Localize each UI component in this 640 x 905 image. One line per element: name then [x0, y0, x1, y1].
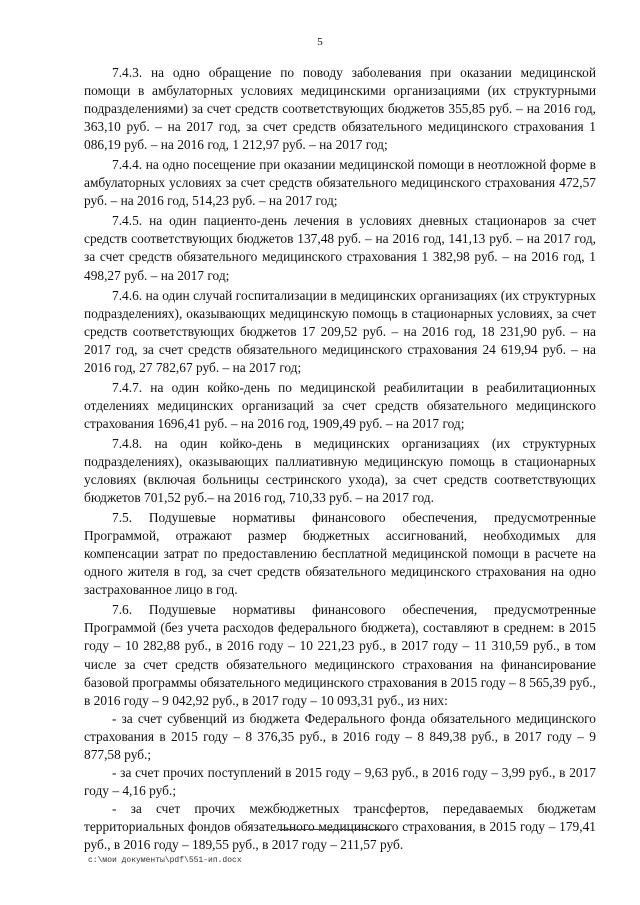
page-number: 5: [317, 36, 323, 48]
footer-file-path: c:\мои документы\pdf\551-ип.docx: [88, 856, 242, 865]
list-item-other-receipts: - за счет прочих поступлений в 2015 году – 9,63 руб., в 2016 году – 3,99 руб., в 2017 году – 4,16 руб.;: [84, 764, 596, 798]
paragraph-7-4-5: 7.4.5. на один пациенто-день лечения в условиях дневных стационаров за счет средств соответствующих бюджетов 137,48 руб. – на 2016 год, 141,13 руб. – на 2017 год, за счет средств обязательного медицинского страхования 1 382,98 руб. – на 2016 год, 1 498,27 руб. – на 2017 год;: [84, 213, 596, 283]
paragraph-7-4-7: 7.4.7. на один койко-день по медицинской реабилитации в реабилитационных отделениях медицинских организаций за счет средств обязательного медицинского страхования 1696,41 руб. – на 2016 год, 1909,49 руб. – на 2017 год;: [84, 379, 596, 431]
paragraph-7-6: 7.6. Подушевые нормативы финансового обеспечения, предусмотренные Программой (без учета расходов федерального бюджета), составляют в среднем: в 2015 году – 10 282,88 руб., в 2016 году – 10 221,23 руб., в 2017 году – 11 310,59 руб., в том числе за счет средств обязательного медицинского страхования на финансирование базовой программы обязательного медицинского страхования в 2015 году – 8 565,39 руб., в 2016 году – 9 042,92 руб., в 2017 году – 10 093,31 руб., из них:: [84, 602, 596, 708]
paragraph-7-5: 7.5. Подушевые нормативы финансового обеспечения, предусмотренные Программой, отражают размер бюджетных ассигнований, необходимых для компенсации затрат по предоставлению бесплатной медицинской помощи в расчете на одного жителя в год, за счет средств обязательного медицинского страхования на одно застрахованное лицо в год.: [84, 510, 596, 598]
document-body: [84, 64, 596, 854]
list-item-interbudget-transfers: - за счет прочих межбюджетных трансфертов, передаваемых бюджетам территориальных фондов обязательного медицинского страхования, в 2015 году – 179,41 руб., в 2016 году – 189,55 руб., в 2017 году – 211,57 руб.: [84, 800, 596, 852]
paragraph-7-4-8: 7.4.8. на один койко-день в медицинских организациях (их структурных подразделениях), оказывающих паллиативную медицинскую помощь в стационарных условиях (включая больницы сестринского ухода), за счет средств соответствующих бюджетов 701,52 руб.– на 2016 год, 710,33 руб. – на 2017 год.: [84, 435, 596, 506]
paragraph-7-4-6: 7.4.6. на один случай госпитализации в медицинских организациях (их структурных подразделениях), оказывающих медицинскую помощь в стационарных условиях, за счет средств соответствующих бюджетов 17 209,52 руб. – на 2016 год, 18 231,90 руб. – на 2017 год, за счет средств обязательного медицинского страхования 24 619,94 руб. – на 2016 год, 27 782,67 руб. – на 2017 год;: [84, 287, 596, 375]
footnote-divider: [278, 829, 390, 830]
paragraph-7-4-4: 7.4.4. на одно посещение при оказании медицинской помощи в неотложной форме в амбулаторных условиях за счет средств обязательного медицинского страхования 472,57 руб. – на 2016 год, 514,23 руб. – на 2017 год;: [84, 157, 596, 209]
list-item-subventions: - за счет субвенций из бюджета Федерального фонда обязательного медицинского страхования в 2015 году – 8 376,35 руб., в 2016 году – 8 849,38 руб., в 2017 году – 9 877,58 руб.;: [84, 710, 596, 762]
paragraph-7-4-3: 7.4.3. на одно обращение по поводу заболевания при оказании медицинской помощи в амбулаторных условиях медицинскими организациями (их структурными подразделениями) за счет средств соответствующих бюджетов 355,85 руб. – на 2016 год, 363,10 руб. – на 2017 год, за счет средств обязательного медицинского страхования 1 086,19 руб. – на 2016 год, 1 212,97 руб. – на 2017 год;: [84, 65, 596, 153]
